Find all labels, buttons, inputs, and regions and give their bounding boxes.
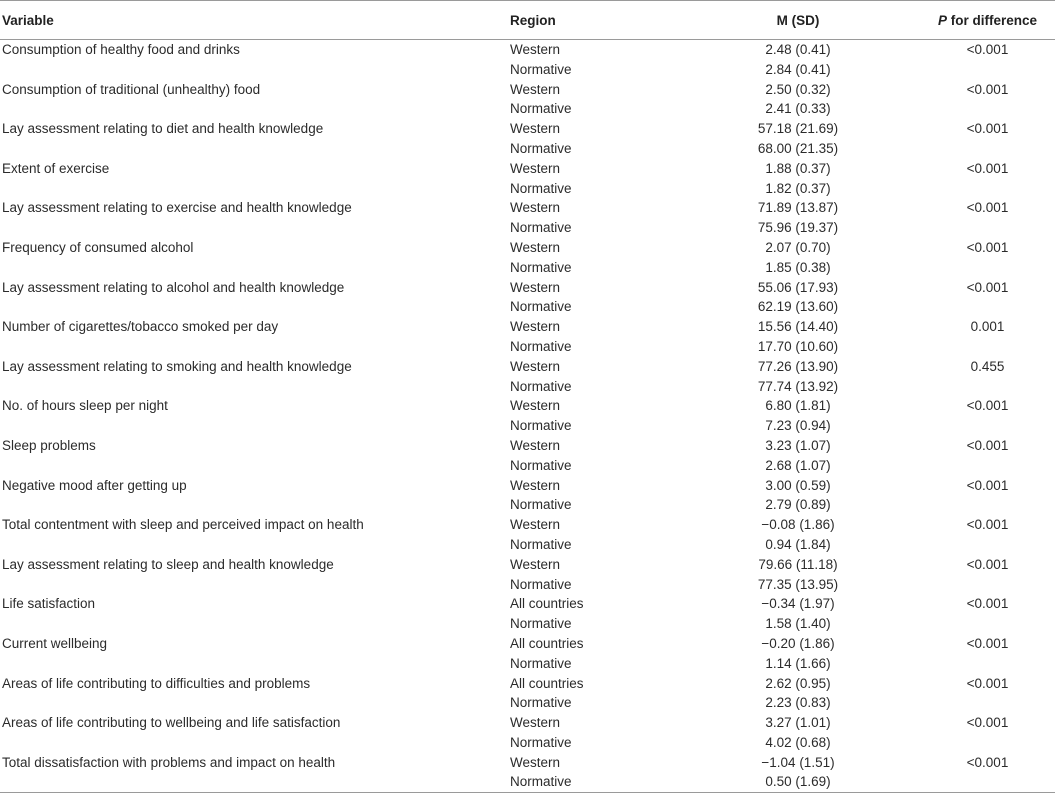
table-row <box>0 317 1055 337</box>
cell-p-value <box>880 377 1055 397</box>
table-row <box>0 753 1055 773</box>
cell-variable: Consumption of healthy food and drinks <box>2 42 240 57</box>
table-row <box>0 476 1055 496</box>
cell-p-value <box>880 772 1055 792</box>
cell-mean-sd: 1.82 (0.37) <box>765 180 831 196</box>
cell-variable <box>0 60 510 80</box>
table-body <box>0 40 1055 793</box>
cell-region: Normative <box>510 734 572 750</box>
cell-region: Normative <box>510 576 572 592</box>
cell-region: Normative <box>510 101 572 117</box>
table-row <box>0 535 1055 555</box>
table-row <box>0 594 1055 614</box>
cell-variable <box>0 575 510 595</box>
cell-variable <box>0 258 510 278</box>
cell-mean-sd: 0.50 (1.69) <box>680 772 880 792</box>
cell-p-value: <0.001 <box>966 556 1009 572</box>
cell-mean-sd: −0.20 (1.86) <box>761 635 835 651</box>
table-row <box>0 674 1055 694</box>
cell-region: Western <box>510 160 561 176</box>
cell-variable: Number of cigarettes/tobacco smoked per day <box>2 319 279 335</box>
cell-mean-sd: 3.00 (0.59) <box>765 477 831 493</box>
cell-mean-sd: 7.23 (0.94) <box>765 418 831 434</box>
cell-p-value <box>880 733 1055 753</box>
cell-variable <box>0 495 510 515</box>
table-row <box>0 119 1055 139</box>
cell-variable <box>0 337 510 357</box>
cell-p-value: <0.001 <box>966 200 1009 216</box>
cell-region: Normative <box>510 378 572 394</box>
cell-region: Normative <box>510 259 572 275</box>
table-row <box>0 654 1055 674</box>
cell-variable <box>0 772 510 792</box>
cell-mean-sd: −0.08 (1.86) <box>761 517 835 533</box>
header-mean-sd: M (SD) <box>680 1 880 40</box>
cell-region: Western <box>510 398 561 414</box>
cell-region: Western <box>510 358 561 374</box>
cell-variable: Total dissatisfaction with problems and impact on health <box>2 754 336 770</box>
cell-variable: Areas of life contributing to wellbeing and life satisfaction <box>2 715 341 731</box>
cell-p-value <box>880 297 1055 317</box>
cell-mean-sd: 1.88 (0.37) <box>765 160 831 176</box>
table-row <box>0 436 1055 456</box>
table-row <box>0 693 1055 713</box>
cell-variable: No. of hours sleep per night <box>2 398 168 414</box>
cell-region: Normative <box>510 418 572 434</box>
cell-variable <box>0 377 510 397</box>
table-row <box>0 297 1055 317</box>
cell-mean-sd: 68.00 (21.35) <box>757 140 839 156</box>
table-row <box>0 515 1055 535</box>
cell-p-value: <0.001 <box>966 517 1009 533</box>
cell-p-value: <0.001 <box>966 635 1009 651</box>
cell-variable <box>0 654 510 674</box>
cell-variable: Consumption of traditional (unhealthy) food <box>2 81 261 97</box>
table-row <box>0 377 1055 397</box>
cell-mean-sd: 2.23 (0.83) <box>765 695 831 711</box>
cell-region: Western <box>510 279 561 295</box>
cell-region: Normative <box>510 180 572 196</box>
cell-variable <box>0 456 510 476</box>
table-row <box>0 357 1055 377</box>
cell-variable: Sleep problems <box>2 437 96 453</box>
cell-mean-sd: 62.19 (13.60) <box>757 299 839 315</box>
cell-p-value <box>880 99 1055 119</box>
cell-p-value: <0.001 <box>966 121 1009 137</box>
cell-p-value <box>880 535 1055 555</box>
cell-p-value <box>880 693 1055 713</box>
cell-mean-sd: 1.58 (1.40) <box>765 616 831 632</box>
table-row <box>0 713 1055 733</box>
cell-mean-sd: 2.62 (0.95) <box>765 675 831 691</box>
cell-region: Normative <box>510 457 572 473</box>
cell-p-value <box>880 337 1055 357</box>
cell-mean-sd: 0.94 (1.84) <box>765 536 831 552</box>
cell-p-value <box>880 179 1055 199</box>
cell-p-value: 0.455 <box>970 358 1005 374</box>
table-row <box>0 258 1055 278</box>
table-row <box>0 772 1055 792</box>
cell-p-value: <0.001 <box>966 437 1009 453</box>
cell-region: Normative <box>510 299 572 315</box>
cell-variable <box>0 733 510 753</box>
cell-mean-sd: 2.41 (0.33) <box>765 101 831 117</box>
cell-variable: Lay assessment relating to exercise and health knowledge <box>2 200 352 216</box>
table-row <box>0 733 1055 753</box>
cell-mean-sd: 2.84 (0.41) <box>765 61 831 77</box>
cell-region: Normative <box>510 695 572 711</box>
cell-variable: Extent of exercise <box>2 160 110 176</box>
cell-variable: Lay assessment relating to smoking and health knowledge <box>2 358 352 374</box>
table-header <box>0 1 1055 40</box>
cell-mean-sd: 2.79 (0.89) <box>765 497 831 513</box>
cell-variable <box>0 693 510 713</box>
table-row <box>0 634 1055 654</box>
cell-p-value <box>880 139 1055 159</box>
cell-mean-sd: 15.56 (14.40) <box>757 319 839 335</box>
cell-mean-sd: 75.96 (19.37) <box>757 220 839 236</box>
table-row <box>0 238 1055 258</box>
cell-variable: Lay assessment relating to sleep and health knowledge <box>2 556 334 572</box>
table-row <box>0 614 1055 634</box>
cell-mean-sd: 6.80 (1.81) <box>765 398 831 414</box>
cell-p-value: <0.001 <box>966 754 1009 770</box>
cell-p-value <box>880 218 1055 238</box>
cell-mean-sd: 3.23 (1.07) <box>765 437 831 453</box>
cell-mean-sd: 4.02 (0.68) <box>765 734 831 750</box>
cell-region: Normative <box>510 616 572 632</box>
cell-region: Normative <box>510 61 572 77</box>
cell-region: Normative <box>510 497 572 513</box>
cell-p-value <box>880 456 1055 476</box>
cell-mean-sd: 71.89 (13.87) <box>757 200 839 216</box>
header-region: Region <box>510 1 680 40</box>
cell-region: Western <box>510 42 561 57</box>
cell-p-value: <0.001 <box>966 398 1009 414</box>
cell-variable: Negative mood after getting up <box>2 477 187 493</box>
table-row <box>0 179 1055 199</box>
table-row <box>0 99 1055 119</box>
cell-region: Western <box>510 121 561 137</box>
cell-region: Western <box>510 319 561 335</box>
cell-region: Western <box>510 437 561 453</box>
cell-region: All countries <box>510 675 584 691</box>
cell-mean-sd: 1.85 (0.38) <box>765 259 831 275</box>
cell-mean-sd: −0.34 (1.97) <box>761 596 835 612</box>
cell-region: Western <box>510 754 561 770</box>
cell-variable <box>0 297 510 317</box>
cell-variable <box>0 139 510 159</box>
cell-region: Normative <box>510 772 680 792</box>
cell-region: Western <box>510 81 561 97</box>
cell-p-value <box>880 416 1055 436</box>
cell-p-value <box>880 614 1055 634</box>
cell-variable <box>0 179 510 199</box>
cell-p-value: <0.001 <box>966 477 1009 493</box>
cell-region: Normative <box>510 338 572 354</box>
header-row <box>0 1 1055 40</box>
table-row <box>0 416 1055 436</box>
cell-mean-sd: 2.68 (1.07) <box>765 457 831 473</box>
cell-region: Western <box>510 200 561 216</box>
cell-mean-sd: 2.07 (0.70) <box>765 239 831 255</box>
cell-mean-sd: 57.18 (21.69) <box>757 121 839 137</box>
cell-p-value <box>880 60 1055 80</box>
table-row <box>0 555 1055 575</box>
cell-mean-sd: 17.70 (10.60) <box>757 338 839 354</box>
cell-region: Normative <box>510 655 572 671</box>
table-row <box>0 60 1055 80</box>
cell-p-value: <0.001 <box>966 160 1009 176</box>
header-p-italic: P <box>937 12 947 28</box>
cell-p-value: <0.001 <box>966 279 1009 295</box>
cell-variable: Areas of life contributing to difficulties and problems <box>2 675 311 691</box>
table-row <box>0 495 1055 515</box>
cell-variable: Lay assessment relating to alcohol and health knowledge <box>2 279 345 295</box>
table-row <box>0 456 1055 476</box>
header-p-for-difference <box>880 1 1055 40</box>
table-row <box>0 337 1055 357</box>
cell-region: Western <box>510 556 561 572</box>
cell-mean-sd: 3.27 (1.01) <box>765 715 831 731</box>
cell-variable: Lay assessment relating to diet and health knowledge <box>2 121 324 137</box>
cell-p-value: <0.001 <box>966 715 1009 731</box>
cell-mean-sd: 79.66 (11.18) <box>758 556 838 572</box>
cell-mean-sd: 2.48 (0.41) <box>765 42 831 57</box>
cell-variable: Life satisfaction <box>2 596 96 612</box>
cell-region: Normative <box>510 536 572 552</box>
cell-region: Western <box>510 715 561 731</box>
cell-region: Western <box>510 477 561 493</box>
table-row <box>0 139 1055 159</box>
header-variable: Variable <box>0 1 510 40</box>
cell-mean-sd: 55.06 (17.93) <box>757 279 839 295</box>
cell-p-value <box>880 575 1055 595</box>
cell-region: Western <box>510 517 561 533</box>
cell-variable: Frequency of consumed alcohol <box>2 239 194 255</box>
cell-variable <box>0 614 510 634</box>
cell-region: Western <box>510 239 561 255</box>
table-row <box>0 396 1055 416</box>
cell-variable <box>0 99 510 119</box>
cell-mean-sd: 77.26 (13.90) <box>757 358 839 374</box>
cell-p-value: <0.001 <box>966 239 1009 255</box>
cell-mean-sd: 77.74 (13.92) <box>757 378 839 394</box>
table-row <box>0 575 1055 595</box>
cell-mean-sd: 1.14 (1.66) <box>765 655 831 671</box>
cell-variable: Current wellbeing <box>2 635 108 651</box>
cell-p-value: <0.001 <box>966 675 1009 691</box>
cell-region: Normative <box>510 140 572 156</box>
table-row <box>0 198 1055 218</box>
cell-variable: Total contentment with sleep and perceived impact on health <box>2 517 364 533</box>
cell-region: Normative <box>510 220 572 236</box>
cell-p-value: <0.001 <box>966 596 1009 612</box>
table-row <box>0 218 1055 238</box>
header-p-rest: for difference <box>946 12 1038 28</box>
table-row <box>0 80 1055 100</box>
cell-region: All countries <box>510 635 584 651</box>
table-row <box>0 40 1055 60</box>
cell-p-value: 0.001 <box>970 319 1005 335</box>
cell-p-value: <0.001 <box>966 42 1009 57</box>
table-row <box>0 159 1055 179</box>
cell-variable <box>0 416 510 436</box>
cell-p-value <box>880 258 1055 278</box>
cell-variable <box>0 218 510 238</box>
cell-mean-sd: 77.35 (13.95) <box>757 576 839 592</box>
cell-variable <box>0 535 510 555</box>
cell-mean-sd: 2.50 (0.32) <box>765 81 831 97</box>
cell-p-value: <0.001 <box>966 81 1009 97</box>
cell-p-value <box>880 654 1055 674</box>
cell-p-value <box>880 495 1055 515</box>
cell-mean-sd: −1.04 (1.51) <box>761 754 835 770</box>
table-row <box>0 278 1055 298</box>
cell-region: All countries <box>510 596 584 612</box>
